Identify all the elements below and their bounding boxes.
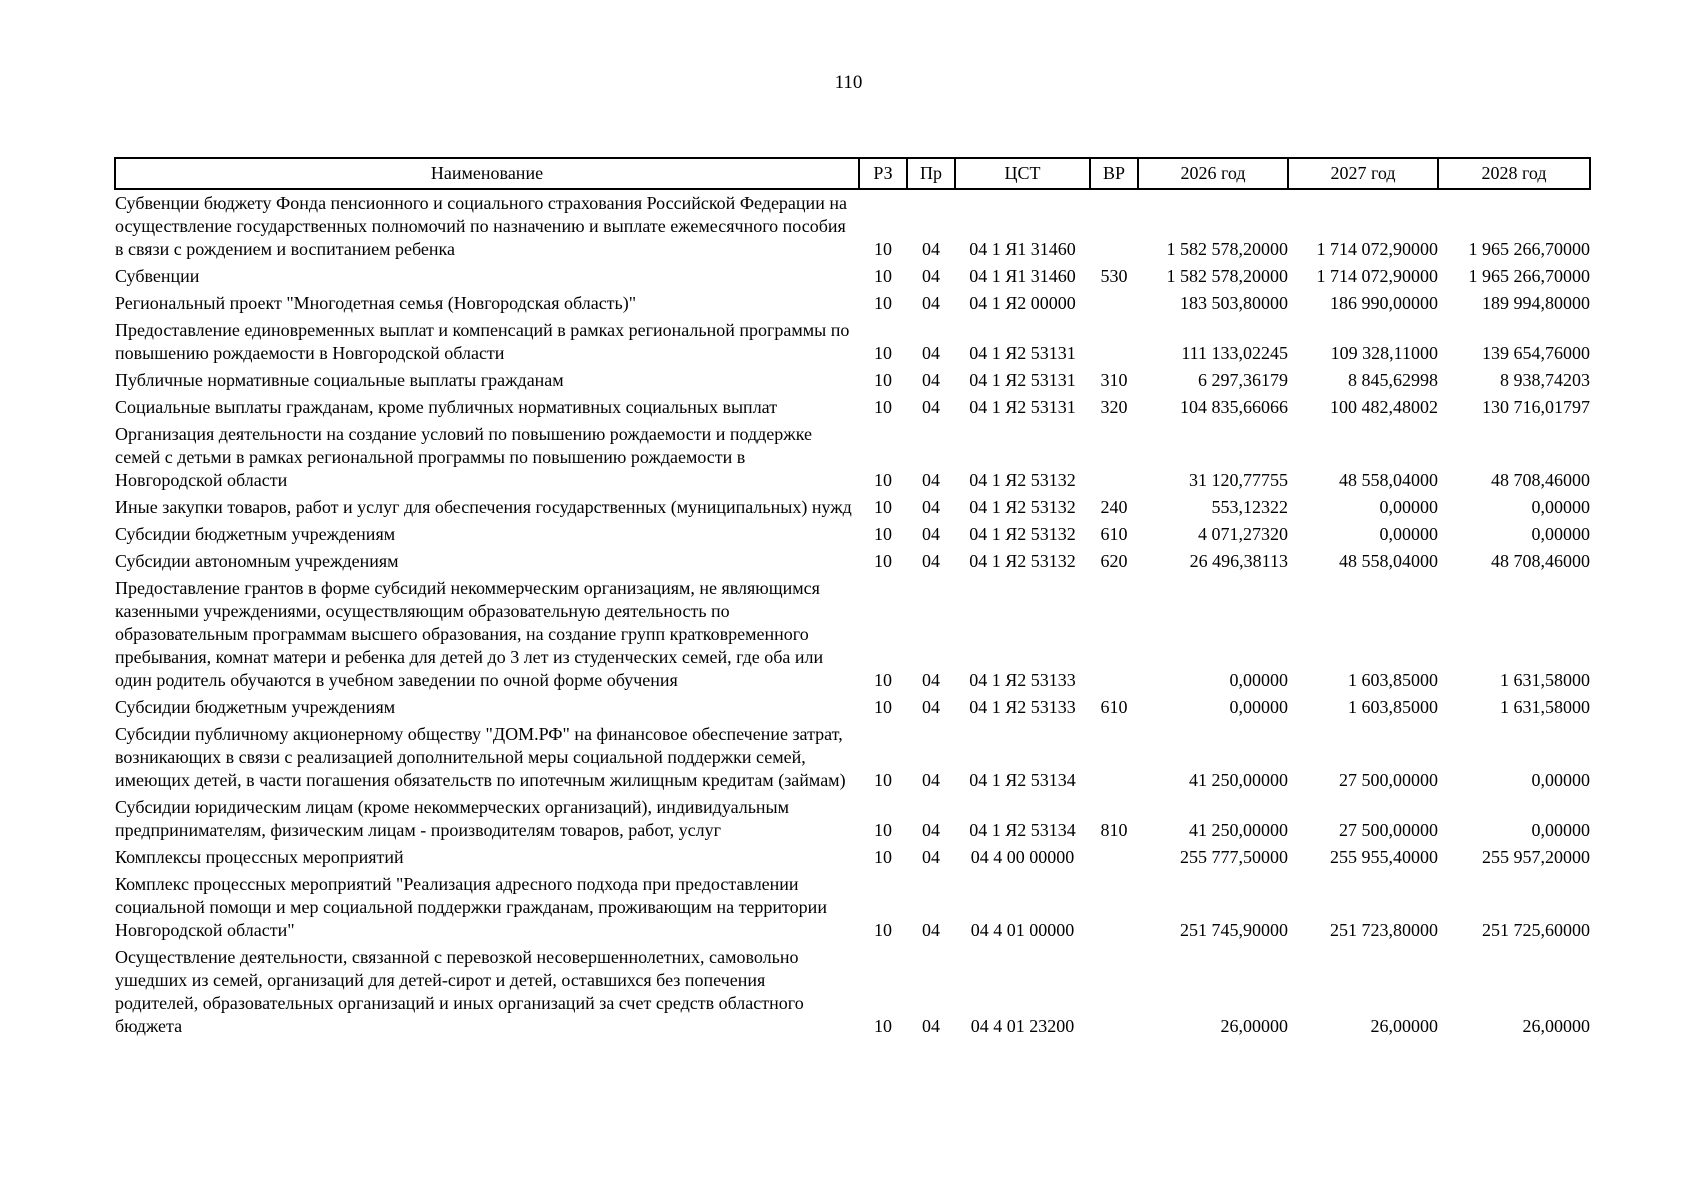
table-row — [115, 396, 1590, 423]
row-pr: 04 — [922, 239, 940, 259]
row-rz: 10 — [874, 847, 892, 867]
row-vr — [1090, 873, 1138, 946]
row-vr: 240 — [1100, 497, 1128, 517]
row-value-2027: 27 500,00000 — [1339, 820, 1438, 840]
row-cst: 04 1 Я2 53131 — [969, 370, 1076, 390]
row-name: Предоставление единовременных выплат и компенсаций в рамках региональной программы по повышению рождаемости в Новгородской области — [115, 320, 850, 363]
row-vr — [1090, 723, 1138, 796]
row-cst: 04 4 00 00000 — [970, 847, 1075, 867]
table-row — [115, 319, 1590, 369]
row-value-2026: 26 496,38113 — [1189, 551, 1288, 571]
row-vr — [1090, 577, 1138, 696]
row-pr: 04 — [922, 497, 940, 517]
row-value-2028: 26,00000 — [1522, 1016, 1590, 1036]
row-value-2028: 1 965 266,70000 — [1468, 239, 1590, 259]
row-rz: 10 — [874, 497, 892, 517]
table-row — [115, 189, 1590, 265]
header-2028: 2028 год — [1438, 158, 1590, 189]
table-row — [115, 550, 1590, 577]
row-value-2028: 189 994,80000 — [1482, 293, 1590, 313]
header-name: Наименование — [115, 158, 859, 189]
row-value-2026: 1 582 578,20000 — [1166, 266, 1288, 286]
row-pr: 04 — [922, 343, 940, 363]
row-value-2026: 111 133,02245 — [1181, 343, 1288, 363]
row-vr — [1090, 846, 1138, 873]
row-value-2026: 1 582 578,20000 — [1166, 239, 1288, 259]
row-value-2026: 41 250,00000 — [1189, 770, 1288, 790]
row-name: Комплексы процессных мероприятий — [115, 847, 404, 867]
row-name: Субвенции — [115, 266, 200, 286]
row-value-2027: 8 845,62998 — [1348, 370, 1438, 390]
table-row — [115, 496, 1590, 523]
row-value-2028: 0,00000 — [1531, 820, 1590, 840]
row-name: Предоставление грантов в форме субсидий некоммерческим организациям, не являющимся казенными учреждениями, осуществляющим образовательную деятельность по образовательным программам высшего образования, на создание групп кратковременного пребывания, комнат матери и ребенка для детей до 3 лет из студенческих семей, где оба или один родитель обучаются в учебном заведении по очной форме обучения — [115, 578, 824, 690]
row-vr: 320 — [1100, 397, 1128, 417]
row-vr: 610 — [1100, 524, 1128, 544]
row-vr: 310 — [1100, 370, 1128, 390]
table-row — [115, 423, 1590, 496]
row-value-2028: 130 716,01797 — [1482, 397, 1590, 417]
row-value-2027: 255 955,40000 — [1330, 847, 1438, 867]
table-row — [115, 873, 1590, 946]
row-value-2026: 41 250,00000 — [1189, 820, 1288, 840]
row-value-2026: 6 297,36179 — [1198, 370, 1288, 390]
row-pr: 04 — [922, 697, 940, 717]
row-name: Иные закупки товаров, работ и услуг для обеспечения государственных (муниципальных) нужд — [115, 497, 852, 517]
row-name: Осуществление деятельности, связанной с перевозкой несовершеннолетних, самовольно ушедших из семей, организаций для детей-сирот и детей, оставшихся без попечения родителей, образовательных организаций и иных организаций за счет средств областного бюджета — [115, 947, 804, 1036]
row-pr: 04 — [922, 266, 940, 286]
row-cst: 04 4 01 23200 — [970, 1016, 1075, 1036]
row-name: Субвенции бюджету Фонда пенсионного и социального страхования Российской Федерации на осуществление государственных полномочий по назначению и выплате ежемесячного пособия в связи с рождением и воспитанием ребенка — [115, 193, 847, 259]
row-name: Субсидии бюджетным учреждениям — [115, 697, 396, 717]
row-value-2028: 139 654,76000 — [1482, 343, 1590, 363]
row-name: Субсидии публичному акционерному обществу "ДОМ.РФ" на финансовое обеспечение затрат, возникающих в связи с реализацией дополнительной меры социальной поддержки семей, имеющих детей, в части погашения обязательств по ипотечным жилищным кредитам (займам) — [115, 724, 846, 790]
row-value-2028: 0,00000 — [1531, 497, 1590, 517]
row-name: Субсидии бюджетным учреждениям — [115, 524, 396, 544]
row-value-2026: 251 745,90000 — [1180, 920, 1288, 940]
row-value-2028: 255 957,20000 — [1482, 847, 1590, 867]
row-cst: 04 1 Я2 53133 — [969, 697, 1076, 717]
row-vr: 810 — [1100, 820, 1128, 840]
header-vr: ВР — [1090, 158, 1138, 189]
row-value-2026: 26,00000 — [1220, 1016, 1288, 1036]
row-rz: 10 — [874, 470, 892, 490]
row-value-2028: 1 965 266,70000 — [1468, 266, 1590, 286]
row-value-2027: 26,00000 — [1370, 1016, 1438, 1036]
header-2027: 2027 год — [1288, 158, 1438, 189]
row-cst: 04 1 Я2 53134 — [969, 820, 1076, 840]
header-rz: РЗ — [859, 158, 907, 189]
row-value-2028: 8 938,74203 — [1500, 370, 1590, 390]
page-number: 110 — [834, 72, 863, 93]
row-cst: 04 1 Я2 53132 — [969, 497, 1076, 517]
row-rz: 10 — [874, 343, 892, 363]
row-cst: 04 4 01 00000 — [970, 920, 1075, 940]
row-cst: 04 1 Я2 53132 — [969, 470, 1076, 490]
row-value-2028: 0,00000 — [1531, 770, 1590, 790]
row-cst: 04 1 Я2 00000 — [969, 293, 1076, 313]
row-value-2028: 48 708,46000 — [1491, 551, 1590, 571]
row-vr — [1090, 423, 1138, 496]
table-row — [115, 796, 1590, 846]
row-pr: 04 — [922, 397, 940, 417]
row-name: Субсидии юридическим лицам (кроме некоммерческих организаций), индивидуальным предпринимателям, физическим лицам - производителям товаров, работ, услуг — [115, 797, 790, 840]
row-value-2026: 553,12322 — [1211, 497, 1288, 517]
table-row — [115, 292, 1590, 319]
row-value-2027: 48 558,04000 — [1339, 470, 1438, 490]
row-value-2026: 31 120,77755 — [1189, 470, 1288, 490]
row-value-2027: 1 714 072,90000 — [1316, 266, 1438, 286]
row-pr: 04 — [922, 1016, 940, 1036]
row-rz: 10 — [874, 1016, 892, 1036]
row-cst: 04 1 Я2 53131 — [969, 343, 1076, 363]
row-pr: 04 — [922, 293, 940, 313]
row-pr: 04 — [922, 551, 940, 571]
table-row — [115, 577, 1590, 696]
row-pr: 04 — [922, 847, 940, 867]
table-row — [115, 523, 1590, 550]
row-value-2027: 1 714 072,90000 — [1316, 239, 1438, 259]
table-row — [115, 846, 1590, 873]
row-vr — [1090, 319, 1138, 369]
row-rz: 10 — [874, 370, 892, 390]
row-cst: 04 1 Я2 53131 — [969, 397, 1076, 417]
row-name: Комплекс процессных мероприятий "Реализация адресного подхода при предоставлении социальной помощи и мер социальной поддержки гражданам, проживающим на территории Новгородской области" — [115, 874, 827, 940]
row-vr: 610 — [1100, 697, 1128, 717]
table-row — [115, 265, 1590, 292]
row-vr — [1090, 946, 1138, 1042]
row-rz: 10 — [874, 920, 892, 940]
row-rz: 10 — [874, 397, 892, 417]
table-row — [115, 946, 1590, 1042]
row-value-2028: 1 631,58000 — [1500, 670, 1590, 690]
row-value-2028: 48 708,46000 — [1491, 470, 1590, 490]
row-rz: 10 — [874, 670, 892, 690]
row-value-2027: 100 482,48002 — [1330, 397, 1438, 417]
row-name: Социальные выплаты гражданам, кроме публичных нормативных социальных выплат — [115, 397, 778, 417]
row-rz: 10 — [874, 293, 892, 313]
row-value-2026: 4 071,27320 — [1198, 524, 1288, 544]
budget-table — [114, 157, 1591, 1042]
row-cst: 04 1 Я1 31460 — [969, 266, 1076, 286]
row-value-2027: 109 328,11000 — [1330, 343, 1438, 363]
row-value-2028: 1 631,58000 — [1500, 697, 1590, 717]
table-row — [115, 696, 1590, 723]
row-rz: 10 — [874, 524, 892, 544]
row-pr: 04 — [922, 670, 940, 690]
row-vr: 620 — [1100, 551, 1128, 571]
row-value-2026: 255 777,50000 — [1180, 847, 1288, 867]
table-row — [115, 723, 1590, 796]
row-pr: 04 — [922, 920, 940, 940]
row-rz: 10 — [874, 266, 892, 286]
row-rz: 10 — [874, 551, 892, 571]
row-value-2027: 27 500,00000 — [1339, 770, 1438, 790]
row-name: Региональный проект "Многодетная семья (Новгородская область)" — [115, 293, 637, 313]
row-value-2026: 0,00000 — [1229, 697, 1288, 717]
row-vr: 530 — [1100, 266, 1128, 286]
row-value-2026: 183 503,80000 — [1180, 293, 1288, 313]
table-row — [115, 369, 1590, 396]
header-2026: 2026 год — [1138, 158, 1288, 189]
row-value-2027: 1 603,85000 — [1348, 697, 1438, 717]
row-value-2027: 0,00000 — [1379, 497, 1438, 517]
row-rz: 10 — [874, 239, 892, 259]
row-pr: 04 — [922, 524, 940, 544]
header-pr: Пр — [907, 158, 955, 189]
row-cst: 04 1 Я2 53132 — [969, 551, 1076, 571]
row-value-2027: 48 558,04000 — [1339, 551, 1438, 571]
row-cst: 04 1 Я2 53132 — [969, 524, 1076, 544]
row-value-2026: 104 835,66066 — [1180, 397, 1288, 417]
row-pr: 04 — [922, 820, 940, 840]
row-value-2027: 0,00000 — [1379, 524, 1438, 544]
row-rz: 10 — [874, 820, 892, 840]
row-rz: 10 — [874, 697, 892, 717]
row-cst: 04 1 Я2 53134 — [969, 770, 1076, 790]
row-value-2028: 0,00000 — [1531, 524, 1590, 544]
row-name: Публичные нормативные социальные выплаты гражданам — [115, 370, 564, 390]
row-rz: 10 — [874, 770, 892, 790]
row-name: Организация деятельности на создание условий по повышению рождаемости и поддержке семей с детьми в рамках региональной программы по повышению рождаемости в Новгородской области — [115, 424, 813, 490]
row-value-2027: 1 603,85000 — [1348, 670, 1438, 690]
row-vr — [1090, 292, 1138, 319]
row-vr — [1090, 189, 1138, 265]
header-cst: ЦСТ — [955, 158, 1090, 189]
row-value-2027: 186 990,00000 — [1330, 293, 1438, 313]
row-pr: 04 — [922, 370, 940, 390]
table-body — [115, 189, 1590, 1042]
row-value-2028: 251 725,60000 — [1482, 920, 1590, 940]
row-value-2026: 0,00000 — [1229, 670, 1288, 690]
row-cst: 04 1 Я1 31460 — [969, 239, 1076, 259]
row-pr: 04 — [922, 770, 940, 790]
row-value-2027: 251 723,80000 — [1330, 920, 1438, 940]
row-pr: 04 — [922, 470, 940, 490]
table-header — [115, 158, 1590, 189]
row-name: Субсидии автономным учреждениям — [115, 551, 399, 571]
row-cst: 04 1 Я2 53133 — [969, 670, 1076, 690]
